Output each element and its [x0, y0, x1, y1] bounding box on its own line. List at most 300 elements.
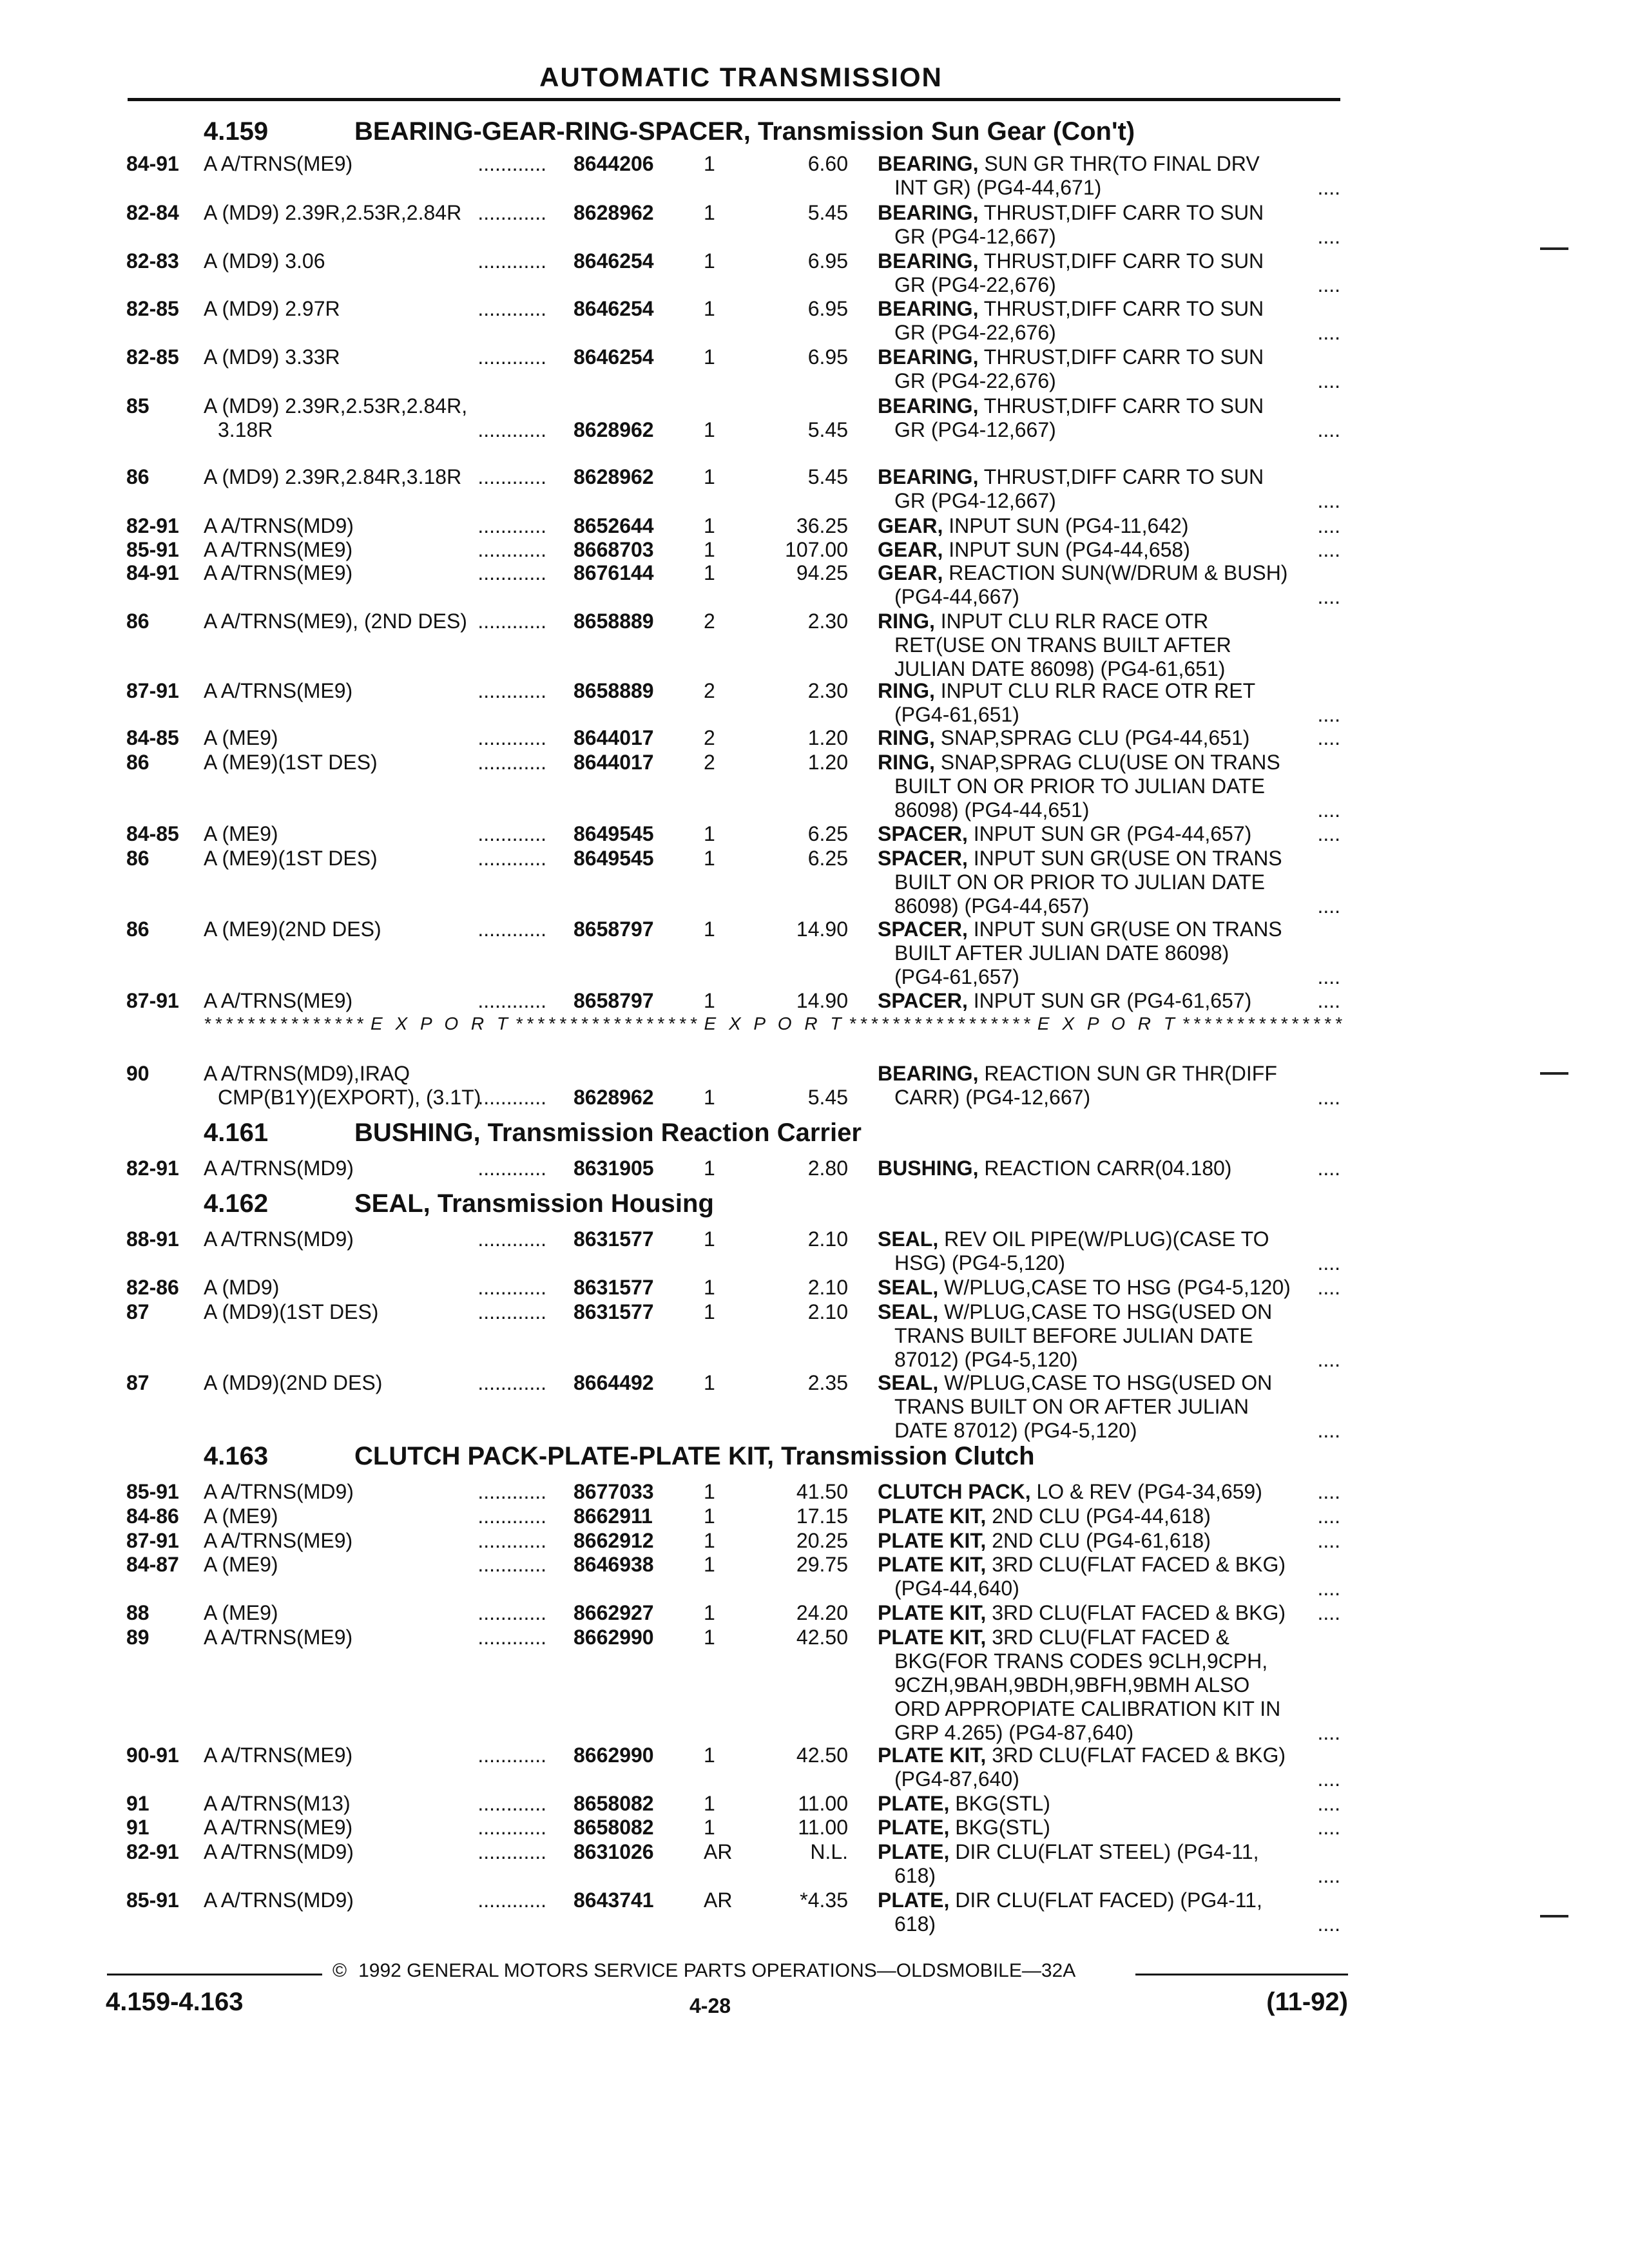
parts-row — [0, 1062, 1629, 1110]
export-stars: ***************** — [849, 1014, 1034, 1033]
leader-dots: .... — [1317, 1504, 1340, 1528]
quantity: 1 — [704, 418, 715, 441]
description-text: (PG4-61,651) — [894, 703, 1019, 726]
footer-page-number: 4-28 — [689, 1994, 731, 2017]
description-text: GR (PG4-12,667) — [894, 418, 1056, 441]
price: 107.00 — [785, 538, 848, 561]
part-name: GEAR, — [878, 514, 943, 537]
model-years: 82-85 — [126, 297, 179, 320]
part-description — [894, 1395, 1249, 1419]
application: A (MD9) — [204, 1276, 280, 1299]
part-number: 8662927 — [574, 1601, 654, 1624]
application: A A/TRNS(ME9) — [204, 679, 353, 702]
description-text: DATE 87012) (PG4-5,120) — [894, 1419, 1137, 1442]
application: A (MD9) 2.39R,2.53R,2.84R — [204, 201, 462, 224]
application: A (MD9) 2.39R,2.53R,2.84R, — [204, 394, 468, 418]
model-years: 82-85 — [126, 345, 179, 369]
part-description — [878, 989, 1251, 1013]
part-description — [878, 1062, 1277, 1086]
application: A (ME9)(2ND DES) — [204, 918, 381, 941]
leader-dots: ............ — [477, 345, 546, 369]
model-years: 86 — [126, 847, 149, 870]
application: A (MD9) 3.33R — [204, 345, 340, 369]
row-line — [0, 1395, 1629, 1419]
leader-dots: .... — [1317, 726, 1340, 749]
leader-dots: .... — [1317, 176, 1340, 199]
part-number: 8658889 — [574, 679, 654, 702]
leader-dots: .... — [1317, 1601, 1340, 1624]
part-description — [894, 870, 1265, 894]
row-line — [0, 1840, 1629, 1864]
application: 3.18R — [218, 418, 273, 441]
price: 41.50 — [796, 1480, 848, 1503]
model-years: 87-91 — [126, 1529, 179, 1552]
price: 42.50 — [796, 1744, 848, 1767]
price: 11.00 — [798, 1816, 848, 1839]
description-text: BKG(STL) — [955, 1792, 1050, 1815]
row-line — [0, 152, 1629, 176]
model-years: 90 — [126, 1062, 149, 1085]
application: A A/TRNS(MD9) — [204, 514, 354, 537]
part-number: 8646938 — [574, 1553, 654, 1576]
export-banner — [204, 1014, 1345, 1034]
part-description — [878, 1601, 1286, 1625]
price: 5.45 — [807, 201, 848, 224]
part-number: 8662912 — [574, 1529, 654, 1552]
part-name: SEAL, — [878, 1300, 939, 1323]
part-description — [878, 1480, 1262, 1504]
parts-row — [0, 1227, 1629, 1275]
row-line — [0, 774, 1629, 798]
description-text: INPUT SUN (PG4-44,658) — [949, 538, 1190, 561]
model-years: 85-91 — [126, 1480, 179, 1503]
application: A (ME9) — [204, 1553, 278, 1576]
parts-row — [0, 297, 1629, 345]
parts-row — [0, 726, 1629, 750]
application: A A/TRNS(ME9) — [204, 561, 353, 584]
description-text: REACTION SUN(W/DRUM & BUSH) — [949, 561, 1288, 584]
part-description — [894, 798, 1089, 822]
part-description — [894, 1324, 1253, 1348]
part-name: RING, — [878, 751, 935, 774]
row-line — [0, 1553, 1629, 1577]
part-description — [878, 1371, 1272, 1395]
model-years: 82-91 — [126, 1840, 179, 1863]
description-text: W/PLUG,CASE TO HSG (PG4-5,120) — [944, 1276, 1291, 1299]
leader-dots: .... — [1317, 1348, 1340, 1371]
section-title: CLUTCH PACK-PLATE-PLATE KIT, Transmission Clutch — [354, 1442, 1035, 1470]
price: N.L. — [810, 1840, 848, 1863]
leader-dots: .... — [1317, 1251, 1340, 1274]
application: A (ME9)(1ST DES) — [204, 751, 378, 774]
price: 2.30 — [807, 679, 848, 702]
description-text: BUILT ON OR PRIOR TO JULIAN DATE — [894, 774, 1265, 798]
row-line — [0, 1419, 1629, 1443]
quantity: 2 — [704, 751, 715, 774]
part-number: 8631577 — [574, 1300, 654, 1323]
part-number: 8658797 — [574, 989, 654, 1012]
leader-dots: ............ — [477, 1276, 546, 1299]
quantity: 1 — [704, 1086, 715, 1109]
parts-row — [0, 1504, 1629, 1528]
model-years: 87 — [126, 1371, 149, 1394]
model-years: 85-91 — [126, 1888, 179, 1912]
row-line — [0, 1792, 1629, 1816]
quantity: 1 — [704, 847, 715, 870]
part-description — [894, 1348, 1078, 1372]
row-line — [0, 1577, 1629, 1600]
quantity: 1 — [704, 1744, 715, 1767]
part-number: 8649545 — [574, 847, 654, 870]
part-number: 8662911 — [574, 1504, 653, 1528]
leader-dots: .... — [1317, 1529, 1340, 1552]
description-text: W/PLUG,CASE TO HSG(USED ON — [944, 1371, 1273, 1394]
leader-dots: .... — [1317, 321, 1340, 344]
margin-tick-mark — [1540, 247, 1568, 250]
description-text: (PG4-44,640) — [894, 1577, 1019, 1600]
part-description — [878, 726, 1249, 750]
margin-tick-mark — [1540, 1072, 1568, 1075]
leader-dots: .... — [1317, 1816, 1340, 1839]
leader-dots: .... — [1317, 489, 1340, 512]
row-line — [0, 633, 1629, 657]
application: A A/TRNS(ME9), (2ND DES) — [204, 610, 467, 633]
quantity: 1 — [704, 561, 715, 584]
application: A (ME9) — [204, 1601, 278, 1624]
row-line — [0, 418, 1629, 442]
part-number: 8628962 — [574, 201, 654, 224]
part-name: PLATE KIT, — [878, 1529, 987, 1552]
part-description — [878, 1529, 1211, 1553]
parts-row — [0, 847, 1629, 918]
row-line — [0, 369, 1629, 393]
price: 29.75 — [796, 1553, 848, 1576]
leader-dots: .... — [1317, 1419, 1340, 1442]
leader-dots: ............ — [477, 561, 546, 584]
price: 36.25 — [796, 514, 848, 537]
description-text: GRP 4.265) (PG4-87,640) — [894, 1721, 1134, 1744]
description-text: THRUST,DIFF CARR TO SUN — [983, 345, 1264, 369]
model-years: 82-91 — [126, 1157, 179, 1180]
part-description — [878, 1276, 1291, 1300]
parts-row — [0, 561, 1629, 609]
description-text: RET(USE ON TRANS BUILT AFTER — [894, 633, 1231, 657]
model-years: 82-91 — [126, 514, 179, 537]
part-number: 8677033 — [574, 1480, 654, 1503]
application: A A/TRNS(M13) — [204, 1792, 351, 1815]
parts-row — [0, 989, 1629, 1013]
description-text: INPUT SUN GR (PG4-44,657) — [973, 822, 1252, 845]
part-description — [894, 321, 1056, 345]
description-text: (PG4-87,640) — [894, 1767, 1019, 1791]
leader-dots: ............ — [477, 1601, 546, 1624]
description-text: (PG4-44,667) — [894, 585, 1019, 608]
description-text: 86098) (PG4-44,651) — [894, 798, 1090, 822]
row-line — [0, 918, 1629, 941]
row-line — [0, 394, 1629, 418]
quantity: 1 — [704, 514, 715, 537]
leader-dots: ............ — [477, 1888, 546, 1912]
leader-dots: .... — [1317, 585, 1340, 608]
price: 2.10 — [807, 1227, 848, 1251]
leader-dots: .... — [1317, 703, 1340, 726]
part-description — [878, 1888, 1262, 1912]
leader-dots: .... — [1317, 989, 1340, 1012]
description-text: 9CZH,9BAH,9BDH,9BFH,9BMH ALSO — [894, 1673, 1250, 1696]
row-line — [0, 585, 1629, 609]
leader-dots: .... — [1317, 369, 1340, 392]
application: A A/TRNS(MD9),IRAQ — [204, 1062, 410, 1085]
part-number: 8658797 — [574, 918, 654, 941]
leader-dots: .... — [1317, 1721, 1340, 1744]
row-line — [0, 1062, 1629, 1086]
price: *4.35 — [800, 1888, 848, 1912]
price: 2.35 — [807, 1371, 848, 1394]
footer-copyright — [333, 1960, 1075, 1982]
quantity: AR — [704, 1888, 733, 1912]
row-line — [0, 1601, 1629, 1625]
application: A A/TRNS(ME9) — [204, 152, 353, 175]
part-name: BEARING, — [878, 152, 979, 175]
row-line — [0, 751, 1629, 774]
price: 6.95 — [807, 345, 848, 369]
part-name: PLATE, — [878, 1888, 950, 1912]
part-description — [878, 394, 1264, 418]
part-description — [894, 1721, 1133, 1745]
parts-row — [0, 1601, 1629, 1625]
leader-dots: ............ — [477, 538, 546, 561]
quantity: 1 — [704, 1371, 715, 1394]
part-name: RING, — [878, 610, 935, 633]
part-description — [894, 418, 1056, 442]
parts-row — [0, 918, 1629, 989]
part-name: BEARING, — [878, 297, 979, 320]
section-title: SEAL, Transmission Housing — [354, 1189, 714, 1218]
parts-row — [0, 1480, 1629, 1504]
part-number: 8631577 — [574, 1227, 654, 1251]
footer-date: (11-92) — [1266, 1988, 1348, 2016]
parts-row — [0, 1888, 1629, 1936]
part-description — [878, 1816, 1050, 1840]
parts-row — [0, 152, 1629, 200]
leader-dots: .... — [1317, 965, 1340, 988]
leader-dots: ............ — [477, 1626, 546, 1649]
leader-dots: .... — [1317, 418, 1340, 441]
leader-dots: ............ — [477, 152, 546, 175]
row-line — [0, 1649, 1629, 1673]
parts-row — [0, 1157, 1629, 1180]
part-description — [878, 751, 1280, 774]
part-description — [894, 1419, 1137, 1443]
part-description — [894, 1767, 1019, 1791]
model-years: 86 — [126, 465, 149, 488]
description-text: THRUST,DIFF CARR TO SUN — [983, 394, 1264, 418]
application: CMP(B1Y)(EXPORT), (3.1T) — [218, 1086, 481, 1109]
part-description — [894, 633, 1231, 657]
application: A (ME9)(1ST DES) — [204, 847, 378, 870]
leader-dots: ............ — [477, 1371, 546, 1394]
part-description — [894, 1649, 1268, 1673]
row-line — [0, 870, 1629, 894]
leader-dots: .... — [1317, 225, 1340, 248]
quantity: 1 — [704, 989, 715, 1012]
application: A A/TRNS(ME9) — [204, 538, 353, 561]
leader-dots: ............ — [477, 1480, 546, 1503]
model-years: 84-85 — [126, 726, 179, 749]
part-name: PLATE, — [878, 1816, 950, 1839]
description-text: THRUST,DIFF CARR TO SUN — [983, 249, 1264, 273]
leader-dots: ............ — [477, 465, 546, 488]
part-description — [894, 657, 1225, 681]
row-line — [0, 1888, 1629, 1912]
parts-row — [0, 1276, 1629, 1300]
part-number: 8668703 — [574, 538, 654, 561]
description-text: TRANS BUILT BEFORE JULIAN DATE — [894, 1324, 1253, 1347]
row-line — [0, 847, 1629, 870]
row-line — [0, 538, 1629, 562]
parts-row — [0, 822, 1629, 846]
leader-dots: .... — [1317, 538, 1340, 561]
leader-dots: .... — [1317, 1480, 1340, 1503]
quantity: 1 — [704, 918, 715, 941]
price: 94.25 — [796, 561, 848, 584]
description-text: W/PLUG,CASE TO HSG(USED ON — [944, 1300, 1273, 1323]
quantity: 1 — [704, 1300, 715, 1323]
leader-dots: ............ — [477, 1792, 546, 1815]
leader-dots: .... — [1317, 1792, 1340, 1815]
leader-dots: .... — [1317, 1276, 1340, 1299]
description-text: CARR) (PG4-12,667) — [894, 1086, 1091, 1109]
price: 5.45 — [807, 465, 848, 488]
part-number: 8658082 — [574, 1816, 654, 1839]
application: A (MD9)(2ND DES) — [204, 1371, 383, 1394]
part-name: GEAR, — [878, 561, 943, 584]
description-text: 3RD CLU(FLAT FACED & BKG) — [992, 1601, 1286, 1624]
part-number: 8658082 — [574, 1792, 654, 1815]
part-name: SPACER, — [878, 989, 968, 1012]
application: A (MD9) 2.97R — [204, 297, 340, 320]
model-years: 84-86 — [126, 1504, 179, 1528]
quantity: 1 — [704, 1480, 715, 1503]
part-description — [878, 1300, 1272, 1324]
application: A A/TRNS(MD9) — [204, 1157, 354, 1180]
leader-dots: .... — [1317, 798, 1340, 822]
quantity: 1 — [704, 1157, 715, 1180]
part-name: BEARING, — [878, 345, 979, 369]
price: 2.10 — [807, 1300, 848, 1323]
part-description — [878, 679, 1255, 703]
price: 6.25 — [807, 847, 848, 870]
model-years: 87 — [126, 1300, 149, 1323]
part-description — [894, 965, 1019, 989]
part-name: GEAR, — [878, 538, 943, 561]
row-line — [0, 726, 1629, 750]
price: 20.25 — [796, 1529, 848, 1552]
description-text: THRUST,DIFF CARR TO SUN — [983, 201, 1264, 224]
description-text: JULIAN DATE 86098) (PG4-61,651) — [894, 657, 1226, 680]
quantity: 1 — [704, 1792, 715, 1815]
leader-dots: ............ — [477, 1816, 546, 1839]
row-line — [0, 822, 1629, 846]
description-text: GR (PG4-12,667) — [894, 489, 1056, 512]
model-years: 86 — [126, 610, 149, 633]
part-name: CLUTCH PACK, — [878, 1480, 1031, 1503]
description-text: 3RD CLU(FLAT FACED & — [992, 1626, 1229, 1649]
part-name: SEAL, — [878, 1227, 939, 1251]
part-number: 8646254 — [574, 249, 654, 273]
row-line — [0, 798, 1629, 822]
price: 24.20 — [796, 1601, 848, 1624]
part-description — [894, 703, 1019, 727]
model-years: 88 — [126, 1601, 149, 1624]
part-name: BEARING, — [878, 201, 979, 224]
part-description — [878, 297, 1264, 321]
leader-dots: .... — [1317, 1086, 1340, 1109]
parts-row — [0, 610, 1629, 681]
leader-dots: .... — [1317, 1157, 1340, 1180]
model-years: 90-91 — [126, 1744, 179, 1767]
part-name: BEARING, — [878, 249, 979, 273]
row-line — [0, 1157, 1629, 1180]
quantity: 2 — [704, 679, 715, 702]
copyright-symbol: © — [333, 1960, 347, 1981]
row-line — [0, 657, 1629, 681]
price: 17.15 — [796, 1504, 848, 1528]
leader-dots: ............ — [477, 297, 546, 320]
part-name: PLATE KIT, — [878, 1601, 987, 1624]
description-text: GR (PG4-22,676) — [894, 273, 1056, 296]
model-years: 82-83 — [126, 249, 179, 273]
description-text: REV OIL PIPE(W/PLUG)(CASE TO — [944, 1227, 1269, 1251]
application: A (MD9) 2.39R,2.84R,3.18R — [204, 465, 462, 488]
part-description — [894, 369, 1056, 393]
part-description — [894, 585, 1019, 609]
description-text: BKG(STL) — [955, 1816, 1050, 1839]
part-number: 8631577 — [574, 1276, 654, 1299]
row-line — [0, 1086, 1629, 1110]
part-description — [878, 201, 1264, 225]
part-number: 8658889 — [574, 610, 654, 633]
export-label: E X P O R T — [1037, 1014, 1179, 1033]
application: A A/TRNS(ME9) — [204, 1529, 353, 1552]
leader-dots: ............ — [477, 847, 546, 870]
part-description — [878, 610, 1208, 633]
part-description — [878, 465, 1264, 489]
row-line — [0, 1300, 1629, 1324]
part-description — [894, 1673, 1249, 1697]
part-description — [878, 847, 1282, 870]
section-number: 4.163 — [204, 1442, 269, 1470]
price: 5.45 — [807, 1086, 848, 1109]
price: 1.20 — [807, 751, 848, 774]
leader-dots: ............ — [477, 610, 546, 633]
leader-dots: ............ — [477, 1744, 546, 1767]
part-name: RING, — [878, 679, 935, 702]
part-description — [878, 538, 1190, 562]
description-text: 2ND CLU (PG4-44,618) — [992, 1504, 1211, 1528]
quantity: 2 — [704, 610, 715, 633]
leader-dots: ............ — [477, 1157, 546, 1180]
margin-tick-mark — [1540, 1915, 1568, 1917]
part-description — [894, 273, 1056, 297]
part-name: SPACER, — [878, 847, 968, 870]
row-line — [0, 225, 1629, 249]
part-description — [894, 1864, 936, 1888]
description-text: DIR CLU(FLAT FACED) (PG4-11, — [955, 1888, 1262, 1912]
leader-dots: ............ — [477, 201, 546, 224]
part-description — [878, 1227, 1269, 1251]
description-text: BUILT AFTER JULIAN DATE 86098) — [894, 941, 1229, 965]
